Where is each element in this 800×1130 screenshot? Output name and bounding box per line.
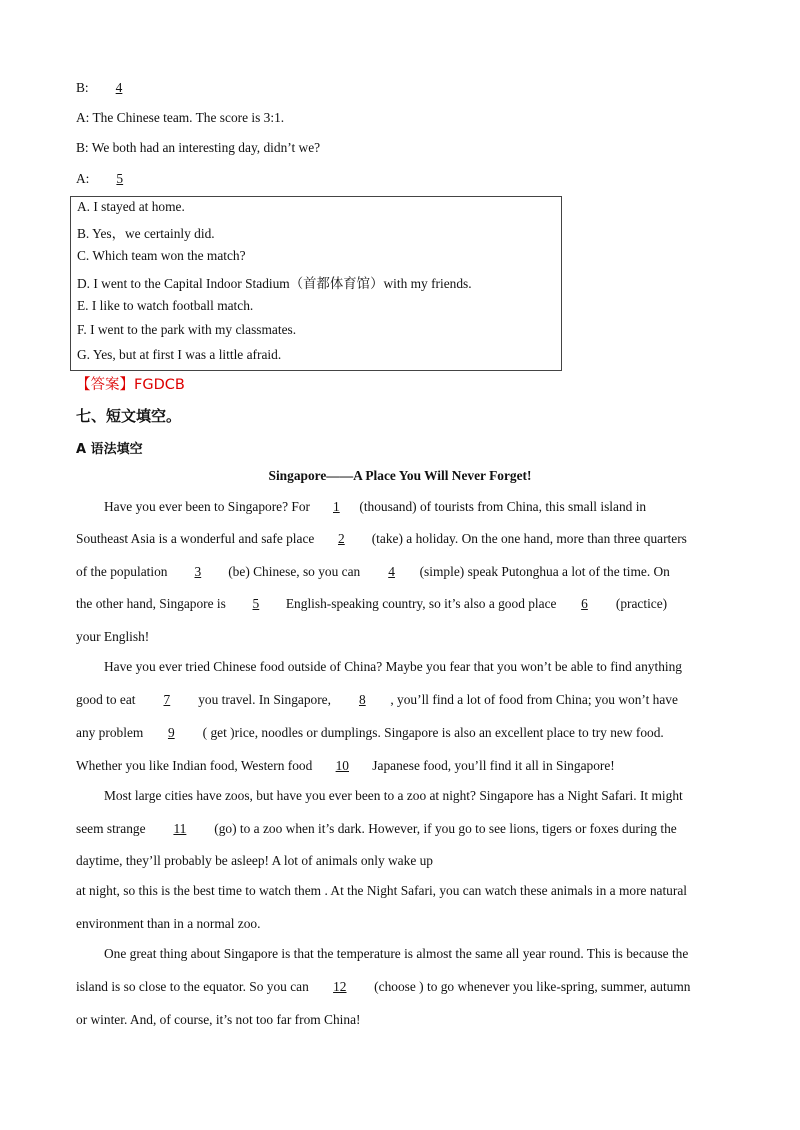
- blank-3[interactable]: 3: [194, 564, 202, 579]
- passage-line: your English!: [76, 629, 150, 644]
- dialog-line: B: We both had an interesting day, didn’t we?: [76, 140, 321, 155]
- passage-line: at night, so this is the best time to watch them . At the Night Safari, you can watch these animals in a more natural: [76, 883, 687, 898]
- speaker: A:: [76, 171, 90, 186]
- blank-11[interactable]: 11: [173, 821, 187, 836]
- passage-line: Whether you like Indian food, Western food 10 Japanese food, you’ll find it all in Singapore!: [76, 758, 615, 773]
- passage-line: Have you ever been to Singapore? For 1 (thousand) of tourists from China, this small island in: [104, 499, 647, 514]
- blank-10[interactable]: 10: [335, 758, 349, 773]
- answer-key: 【答案】FGDCB: [76, 377, 185, 393]
- option: C. Which team won the match?: [77, 248, 246, 263]
- passage-line: daytime, they’ll probably be asleep! A lot of animals only wake up: [76, 853, 433, 868]
- option: G. Yes, but at first I was a little afraid.: [77, 347, 282, 362]
- passage-title: Singapore——A Place You Will Never Forget!: [268, 468, 532, 483]
- option: E. I like to watch football match.: [77, 298, 254, 313]
- passage-line: the other hand, Singapore is 5 English-speaking country, so it’s also a good place 6 (practice): [76, 596, 668, 611]
- blank-4[interactable]: 4: [388, 564, 395, 579]
- options-box: [70, 196, 562, 371]
- passage-line: Have you ever tried Chinese food outside of China? Maybe you fear that you won’t be able to find anything: [104, 659, 683, 674]
- dialog-line: [76, 80, 140, 96]
- blank-2[interactable]: 2: [338, 531, 345, 546]
- blank-7[interactable]: 7: [163, 692, 171, 707]
- option: D. I went to the Capital Indoor Stadium（首都体育馆）with my friends.: [77, 276, 472, 291]
- passage-line: of the population 3 (be) Chinese, so you can 4 (simple) speak Putonghua a lot of the time. On: [76, 564, 670, 579]
- passage-line: One great thing about Singapore is that the temperature is almost the same all year round. This is because the: [104, 946, 689, 961]
- dialog-line: [76, 171, 141, 187]
- speaker: B:: [76, 80, 89, 95]
- blank-5[interactable]: 5: [116, 171, 124, 186]
- blank-9[interactable]: 9: [167, 725, 175, 740]
- dialog-line: A: The Chinese team. The score is 3:1.: [76, 110, 285, 125]
- section-title: 七、短文填空。: [76, 407, 182, 425]
- option: B. Yes，we certainly did.: [77, 226, 215, 241]
- passage-line: Southeast Asia is a wonderful and safe place 2 (take) a holiday. On the one hand, more than three quarters: [76, 531, 687, 546]
- subsection-title: A 语法填空: [76, 442, 143, 457]
- passage-line: good to eat 7 you travel. In Singapore, 8 , you’ll find a lot of food from China; you won’t have: [76, 692, 678, 707]
- passage-line: environment than in a normal zoo.: [76, 916, 261, 931]
- blank-8[interactable]: 8: [358, 692, 366, 707]
- passage-line: seem strange 11 (go) to a zoo when it’s dark. However, if you go to see lions, tigers or foxes during the: [76, 821, 677, 836]
- blank-6[interactable]: 6: [581, 596, 588, 611]
- passage-line: any problem 9 ( get )rice, noodles or dumplings. Singapore is also an excellent place to try new food.: [76, 725, 664, 740]
- blank-12[interactable]: 12: [333, 979, 347, 994]
- blank-1[interactable]: 1: [333, 499, 340, 514]
- passage-line: or winter. And, of course, it’s not too far from China!: [76, 1012, 361, 1027]
- passage-line: Most large cities have zoos, but have you ever been to a zoo at night? Singapore has a Night Safari. It might: [104, 788, 683, 803]
- passage-line: island is so close to the equator. So you can 12 (choose ) to go whenever you like-spring, summer, autumn: [76, 979, 691, 994]
- option: A. I stayed at home.: [77, 199, 185, 214]
- blank-4[interactable]: 4: [115, 80, 123, 95]
- option: F. I went to the park with my classmates.: [77, 322, 297, 337]
- blank-5[interactable]: 5: [252, 596, 260, 611]
